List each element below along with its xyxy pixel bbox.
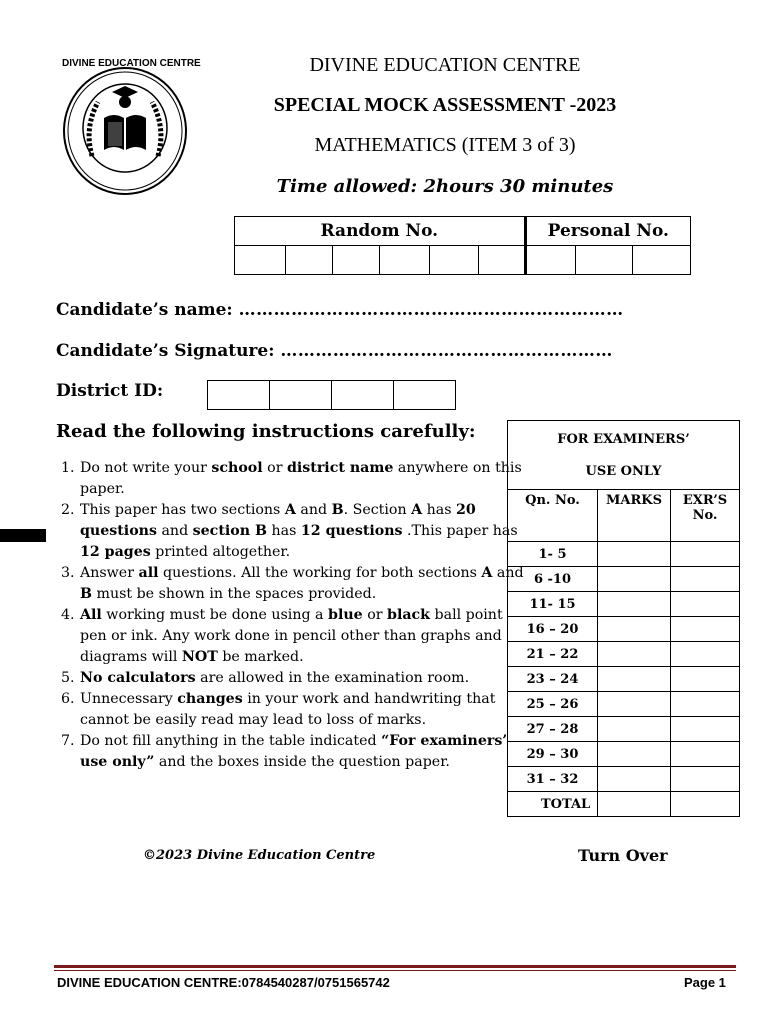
marks-cell[interactable] <box>598 642 671 667</box>
instruction-text: must be shown in the spaces provided. <box>92 586 377 602</box>
margin-marker <box>0 529 46 542</box>
examiners-table <box>507 420 740 817</box>
examiner-no-cell[interactable] <box>671 667 740 692</box>
examiner-no-cell[interactable] <box>671 642 740 667</box>
table-row <box>508 767 740 792</box>
instruction-text: or <box>262 460 287 476</box>
instruction-emphasis: All <box>80 607 102 623</box>
instruction-text: and <box>156 523 193 539</box>
logo-text: DIVINE EDUCATION CENTRE <box>62 58 201 69</box>
random-no-cell[interactable] <box>380 246 430 275</box>
district-id-cell[interactable] <box>270 381 332 410</box>
instruction-text: working must be done using a <box>101 607 329 623</box>
question-range: 21 – 22 <box>508 642 598 667</box>
table-row <box>508 717 740 742</box>
instruction-text: This paper has two sections <box>80 502 285 518</box>
time-allowed: Time allowed: 2hours 30 minutes <box>276 176 614 197</box>
instruction-emphasis: A <box>411 502 423 518</box>
instruction-emphasis: 12 questions <box>300 523 403 539</box>
examiners-heading-line1: FOR EXAMINERS’ <box>557 432 690 447</box>
instruction-item <box>79 689 527 731</box>
marks-cell[interactable] <box>598 592 671 617</box>
page-number: Page 1 <box>684 975 726 990</box>
table-row <box>508 642 740 667</box>
footer-rule-thin <box>54 970 736 971</box>
candidate-name-field[interactable] <box>56 300 624 320</box>
instruction-item <box>79 458 527 500</box>
instruction-emphasis: changes <box>177 691 243 707</box>
marks-cell[interactable] <box>598 742 671 767</box>
instruction-text: printed altogether. <box>150 544 291 560</box>
question-range: 31 – 32 <box>508 767 598 792</box>
question-range: 11- 15 <box>508 592 598 617</box>
school-logo <box>62 58 201 196</box>
marks-cell[interactable] <box>598 567 671 592</box>
instructions-title: Read the following instructions carefully: <box>56 421 476 442</box>
instruction-item <box>79 563 527 605</box>
question-range: 1- 5 <box>508 542 598 567</box>
column-header-marks: MARKS <box>598 490 671 542</box>
instruction-item <box>79 500 527 563</box>
district-id-cell[interactable] <box>332 381 394 410</box>
instruction-text: be marked. <box>217 649 304 665</box>
instruction-item <box>79 731 527 773</box>
personal-no-cell[interactable] <box>632 246 690 275</box>
marks-cell[interactable] <box>598 792 671 817</box>
question-range: 25 – 26 <box>508 692 598 717</box>
instruction-text: . Section <box>343 502 412 518</box>
instruction-text: has <box>422 502 457 518</box>
instruction-emphasis: No calculators <box>80 670 196 686</box>
personal-no-cell[interactable] <box>575 246 632 275</box>
instruction-text: and <box>295 502 332 518</box>
school-name: DIVINE EDUCATION CENTRE <box>309 54 581 76</box>
instruction-item <box>79 605 527 668</box>
examiner-no-cell[interactable] <box>671 617 740 642</box>
instruction-text: Do not write your <box>80 460 212 476</box>
instruction-text: has <box>266 523 301 539</box>
personal-no-label: Personal No. <box>525 217 690 246</box>
instruction-text: .This paper has <box>402 523 518 539</box>
instruction-emphasis: NOT <box>181 649 218 665</box>
copyright-notice: ©2023 Divine Education Centre <box>143 848 376 863</box>
marks-cell[interactable] <box>598 667 671 692</box>
candidate-name-dots: ………………………………………………………… <box>238 300 624 320</box>
instruction-emphasis: B <box>80 586 92 602</box>
personal-no-cell[interactable] <box>525 246 575 275</box>
instruction-emphasis: district name <box>286 460 394 476</box>
instruction-emphasis: A <box>481 565 493 581</box>
instruction-text: in your work and handwriting that cannot be easily read may lead to loss of marks. <box>80 691 496 728</box>
random-no-cell[interactable] <box>286 246 333 275</box>
random-no-cell[interactable] <box>235 246 286 275</box>
instruction-emphasis: school <box>211 460 263 476</box>
instruction-emphasis: “For examiners’ use only” <box>80 733 508 770</box>
table-row <box>508 742 740 767</box>
instruction-text: ball point pen or ink. Any work done in pencil other than graphs and diagrams will <box>80 607 503 665</box>
examiner-no-cell[interactable] <box>671 692 740 717</box>
candidate-name-label: Candidate’s name: <box>56 300 233 320</box>
instruction-emphasis: all <box>138 565 159 581</box>
column-header-qn: Qn. No. <box>508 490 598 542</box>
examiner-no-cell[interactable] <box>671 592 740 617</box>
instruction-text: are allowed in the examination room. <box>195 670 470 686</box>
instruction-text: Unnecessary <box>80 691 178 707</box>
footer-contact: DIVINE EDUCATION CENTRE:0784540287/0751565742 <box>57 975 390 990</box>
marks-cell[interactable] <box>598 717 671 742</box>
instruction-emphasis: A <box>284 502 296 518</box>
marks-cell[interactable] <box>598 767 671 792</box>
candidate-number-box <box>234 216 691 275</box>
examiner-no-cell[interactable] <box>671 542 740 567</box>
candidate-signature-dots: ………………………………………………… <box>280 341 613 361</box>
examiners-heading-line2: USE ONLY <box>585 464 662 479</box>
instruction-text: anywhere on this paper. <box>80 460 522 497</box>
instruction-text: and the boxes inside the question paper. <box>154 754 450 770</box>
instructions-list <box>56 458 527 773</box>
question-range: 27 – 28 <box>508 717 598 742</box>
question-range: 6 -10 <box>508 567 598 592</box>
exam-title: SPECIAL MOCK ASSESSMENT -2023 <box>273 94 617 116</box>
instruction-text: Do not fill anything in the table indicated <box>80 733 382 749</box>
question-range: 29 – 30 <box>508 742 598 767</box>
examiner-no-cell[interactable] <box>671 717 740 742</box>
candidate-signature-field[interactable] <box>56 341 613 361</box>
marks-cell[interactable] <box>598 617 671 642</box>
random-no-cell[interactable] <box>333 246 380 275</box>
marks-cell[interactable] <box>598 542 671 567</box>
marks-cell[interactable] <box>598 692 671 717</box>
column-header-exr: EXR’S No. <box>671 490 740 542</box>
table-row <box>508 617 740 642</box>
instruction-emphasis: black <box>387 607 431 623</box>
instruction-emphasis: B <box>331 502 344 518</box>
turn-over-label: Turn Over <box>578 846 668 865</box>
instruction-text: Answer <box>80 565 139 581</box>
table-row <box>508 667 740 692</box>
table-row <box>508 567 740 592</box>
district-id-cell[interactable] <box>208 381 270 410</box>
subject-title: MATHEMATICS (ITEM 3 of 3) <box>314 134 576 156</box>
examiner-no-cell[interactable] <box>671 567 740 592</box>
table-row <box>508 542 740 567</box>
instruction-emphasis: 20 questions <box>80 502 476 539</box>
random-no-cell[interactable] <box>478 246 525 275</box>
random-no-cell[interactable] <box>430 246 478 275</box>
instruction-text: questions. All the working for both sections <box>158 565 482 581</box>
footer-rule <box>54 965 736 968</box>
question-range: 23 – 24 <box>508 667 598 692</box>
candidate-signature-label: Candidate’s Signature: <box>56 341 275 361</box>
examiner-no-cell[interactable] <box>671 742 740 767</box>
examiners-heading <box>508 421 740 490</box>
table-row <box>508 592 740 617</box>
district-id-cell[interactable] <box>394 381 456 410</box>
district-id-label: District ID: <box>56 381 164 401</box>
instruction-item <box>79 668 527 689</box>
instruction-text: and <box>492 565 524 581</box>
examiner-no-cell[interactable] <box>671 792 740 817</box>
instruction-emphasis: section B <box>192 523 267 539</box>
examiner-no-cell[interactable] <box>671 767 740 792</box>
instruction-text: or <box>362 607 388 623</box>
instruction-emphasis: 12 pages <box>80 544 151 560</box>
instruction-emphasis: blue <box>328 607 363 623</box>
table-row <box>508 792 740 817</box>
total-label: TOTAL <box>508 792 598 817</box>
random-no-label: Random No. <box>235 217 526 246</box>
district-id-boxes <box>207 380 456 410</box>
question-range: 16 – 20 <box>508 617 598 642</box>
table-row <box>508 692 740 717</box>
